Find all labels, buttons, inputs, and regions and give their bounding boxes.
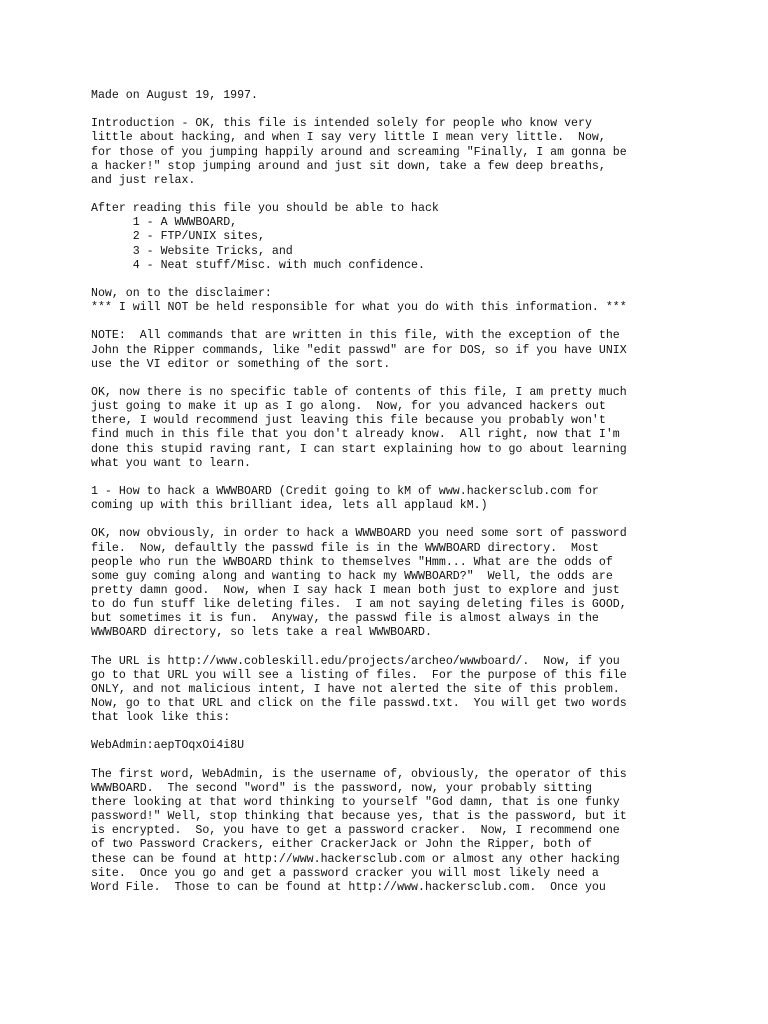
document-line: The first word, WebAdmin, is the username of, obviously, the operator of this xyxy=(91,767,627,781)
document-line: what you want to learn. xyxy=(91,456,252,470)
document-line: WWWBOARD directory, so lets take a real WWWBOARD. xyxy=(91,626,432,640)
document-line: OK, now there is no specific table of contents of this file, I am pretty much xyxy=(91,385,627,399)
document-line: *** I will NOT be held responsible for what you do with this information. *** xyxy=(91,301,627,315)
document-line: for those of you jumping happily around and screaming "Finally, I am gonna be xyxy=(91,145,627,159)
document-line: After reading this file you should be able to hack xyxy=(91,202,439,216)
document-line: 4 - Neat stuff/Misc. with much confidence. xyxy=(91,258,425,272)
document-line: is encrypted. So, you have to get a password cracker. Now, I recommend one xyxy=(91,824,620,838)
document-line: use the VI editor or something of the sort. xyxy=(91,357,391,371)
document-line: ONLY, and not malicious intent, I have not alerted the site of this problem. xyxy=(91,682,620,696)
document-line: WebAdmin:aepTOqxOi4i8U xyxy=(91,739,245,753)
document-line xyxy=(91,372,691,386)
document-line: Now, go to that URL and click on the file passwd.txt. You will get two words xyxy=(91,697,627,711)
document-line: 3 - Website Tricks, and xyxy=(91,244,293,258)
document-line: these can be found at http://www.hackersclub.com or almost any other hacking xyxy=(91,852,620,866)
document-line: done this stupid raving rant, I can start explaining how to go about learning xyxy=(91,442,627,456)
document-line: Word File. Those to can be found at http://www.hackersclub.com. Once you xyxy=(91,880,606,894)
document-line: little about hacking, and when I say very little I mean very little. Now, xyxy=(91,131,606,145)
document-line: of two Password Crackers, either CrackerJack or John the Ripper, both of xyxy=(91,838,592,852)
document-line xyxy=(91,513,691,527)
document-line: 1 - A WWWBOARD, xyxy=(91,216,238,230)
document-line: Made on August 19, 1997. xyxy=(91,89,258,102)
document-line: NOTE: All commands that are written in this file, with the exception of the xyxy=(91,329,620,343)
document-line: 2 - FTP/UNIX sites, xyxy=(91,230,265,244)
document-line xyxy=(91,640,691,654)
document-line: there looking at that word thinking to yourself "God damn, that is one funky xyxy=(91,796,620,810)
document-line: coming up with this brilliant idea, lets all applaud kM.) xyxy=(91,499,488,513)
document-line: 1 - How to hack a WWWBOARD (Credit going to kM of www.hackersclub.com for xyxy=(91,484,599,498)
document-line: pretty damn good. Now, when I say hack I mean both just to explore and just xyxy=(91,583,620,597)
document-line xyxy=(91,471,691,485)
document-line: John the Ripper commands, like "edit passwd" are for DOS, so if you have UNIX xyxy=(91,343,627,357)
document-line: The URL is http://www.cobleskill.edu/projects/archeo/wwwboard/. Now, if you xyxy=(91,654,620,668)
document-line xyxy=(91,188,691,202)
document-line: Introduction - OK, this file is intended solely for people who know very xyxy=(91,117,592,131)
document-line xyxy=(91,725,691,739)
document-line: just going to make it up as I go along. Now, for you advanced hackers out xyxy=(91,400,606,414)
document-line: WWWBOARD. The second "word" is the password, now, your probably sitting xyxy=(91,781,592,795)
document-line xyxy=(91,103,691,117)
document-line: there, I would recommend just leaving this file because you probably won't xyxy=(91,414,606,428)
document-line: that look like this: xyxy=(91,711,231,725)
document-line: go to that URL you will see a listing of files. For the purpose of this file xyxy=(91,668,627,682)
document-line: but sometimes it is fun. Anyway, the passwd file is almost always in the xyxy=(91,612,599,626)
document-line xyxy=(91,754,691,768)
document-text xyxy=(91,89,691,895)
document-line: password!" Well, stop thinking that because yes, that is the password, but it xyxy=(91,810,627,824)
document-line: to do fun stuff like deleting files. I am not saying deleting files is GOOD, xyxy=(91,598,627,612)
document-line: file. Now, defaultly the passwd file is in the WWWBOARD directory. Most xyxy=(91,541,599,555)
document-line: OK, now obviously, in order to hack a WWWBOARD you need some sort of password xyxy=(91,527,627,541)
document-line: find much in this file that you don't already know. All right, now that I'm xyxy=(91,428,620,442)
document-line: site. Once you go and get a password cracker you will most likely need a xyxy=(91,866,599,880)
document-line: some guy coming along and wanting to hack my WWWBOARD?" Well, the odds are xyxy=(91,569,613,583)
document-line: people who run the WWBOARD think to themselves "Hmm... What are the odds of xyxy=(91,555,613,569)
document-line: a hacker!" stop jumping around and just sit down, take a few deep breaths, xyxy=(91,159,606,173)
document-line xyxy=(91,315,691,329)
document-line: Now, on to the disclaimer: xyxy=(91,286,272,300)
document-line xyxy=(91,273,691,287)
document-line: and just relax. xyxy=(91,173,196,187)
